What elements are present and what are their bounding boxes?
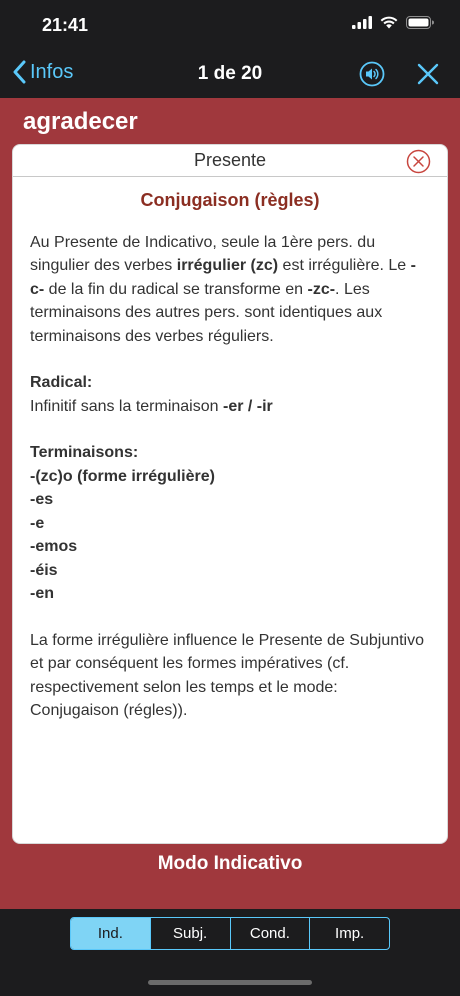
- intro-text-4: . Les terminaisons des autres pers. sont identiques aux terminaisons des verbes réguliers.: [30, 280, 383, 345]
- mode-segmented-control: [70, 917, 390, 950]
- home-indicator[interactable]: [148, 980, 312, 985]
- radical-heading: Radical:: [30, 374, 93, 391]
- mode-label: Modo Indicativo: [157, 853, 303, 874]
- ending-text: -(zc)o (forme irrégulière): [30, 467, 215, 485]
- back-button[interactable]: [12, 60, 73, 84]
- nav-bar: [0, 50, 460, 98]
- radical-description: Infinitif sans la terminaison: [30, 397, 223, 415]
- ending-item: [30, 559, 430, 583]
- close-icon: [416, 62, 440, 86]
- tab-condicional[interactable]: Cond.: [231, 918, 311, 949]
- rules-card: [12, 144, 448, 844]
- close-button[interactable]: [416, 62, 440, 91]
- card-title: Presente: [193, 150, 267, 170]
- radical-text: [30, 395, 430, 419]
- terminaisons-label: [30, 441, 430, 465]
- status-bar: [0, 0, 460, 50]
- battery-icon: [406, 16, 434, 29]
- page-counter: 1 de 20: [197, 63, 263, 84]
- ending-text: -en: [30, 585, 54, 602]
- closing-paragraph: La forme irrégulière influence le Presente de Subjuntivo et par conséquent les formes impératives (cf. respectivement selon les temps et le mode: Conjugaison (régles)).: [30, 631, 425, 719]
- card-close-button[interactable]: [406, 149, 431, 179]
- card-body: [13, 189, 447, 723]
- radical-label: [30, 371, 430, 395]
- ending-text: -es: [30, 491, 54, 508]
- ending-text: -emos: [30, 538, 78, 555]
- ending-text: -éis: [30, 561, 58, 579]
- verb-title: agradecer: [23, 108, 138, 135]
- tab-indicativo[interactable]: Ind.: [71, 918, 151, 949]
- ending-item: [30, 488, 430, 512]
- ending-item: [30, 582, 430, 606]
- intro-text-2: est irrégulière. Le: [278, 257, 411, 274]
- intro-bold-3: -zc-: [307, 280, 336, 298]
- terminaisons-heading: Terminaisons:: [30, 444, 139, 461]
- ending-item: [30, 512, 430, 536]
- card-header: [13, 145, 447, 177]
- intro-text-3: de la fin du radical se transforme en: [44, 280, 308, 298]
- back-label: Infos: [30, 60, 74, 83]
- tab-imperativo[interactable]: Imp.: [335, 925, 365, 942]
- intro-paragraph: [30, 231, 430, 349]
- tab-subjuntivo[interactable]: Subj.: [151, 918, 231, 949]
- sound-button[interactable]: [359, 61, 385, 92]
- speaker-icon: [359, 61, 385, 87]
- card-heading: Conjugaison (règles): [140, 190, 320, 210]
- radical-endings: -er / -ir: [222, 397, 273, 415]
- wifi-icon: [380, 16, 398, 29]
- status-time: 21:41: [42, 15, 89, 35]
- status-icons: [352, 16, 434, 29]
- ending-item: [30, 535, 430, 559]
- bottom-bar: [0, 909, 460, 996]
- intro-bold-2: -c-: [30, 257, 416, 298]
- content-area: [0, 98, 460, 909]
- signal-icon: [352, 16, 372, 29]
- ending-item: [30, 465, 430, 489]
- ending-text: -e: [30, 514, 45, 532]
- chevron-left-icon: [12, 60, 26, 84]
- intro-bold-1: irrégulier (zc): [176, 257, 279, 274]
- close-circle-icon: [406, 149, 431, 174]
- intro-text-1: Au Presente de Indicativo, seule la 1ère pers. du singulier des verbes: [30, 233, 376, 274]
